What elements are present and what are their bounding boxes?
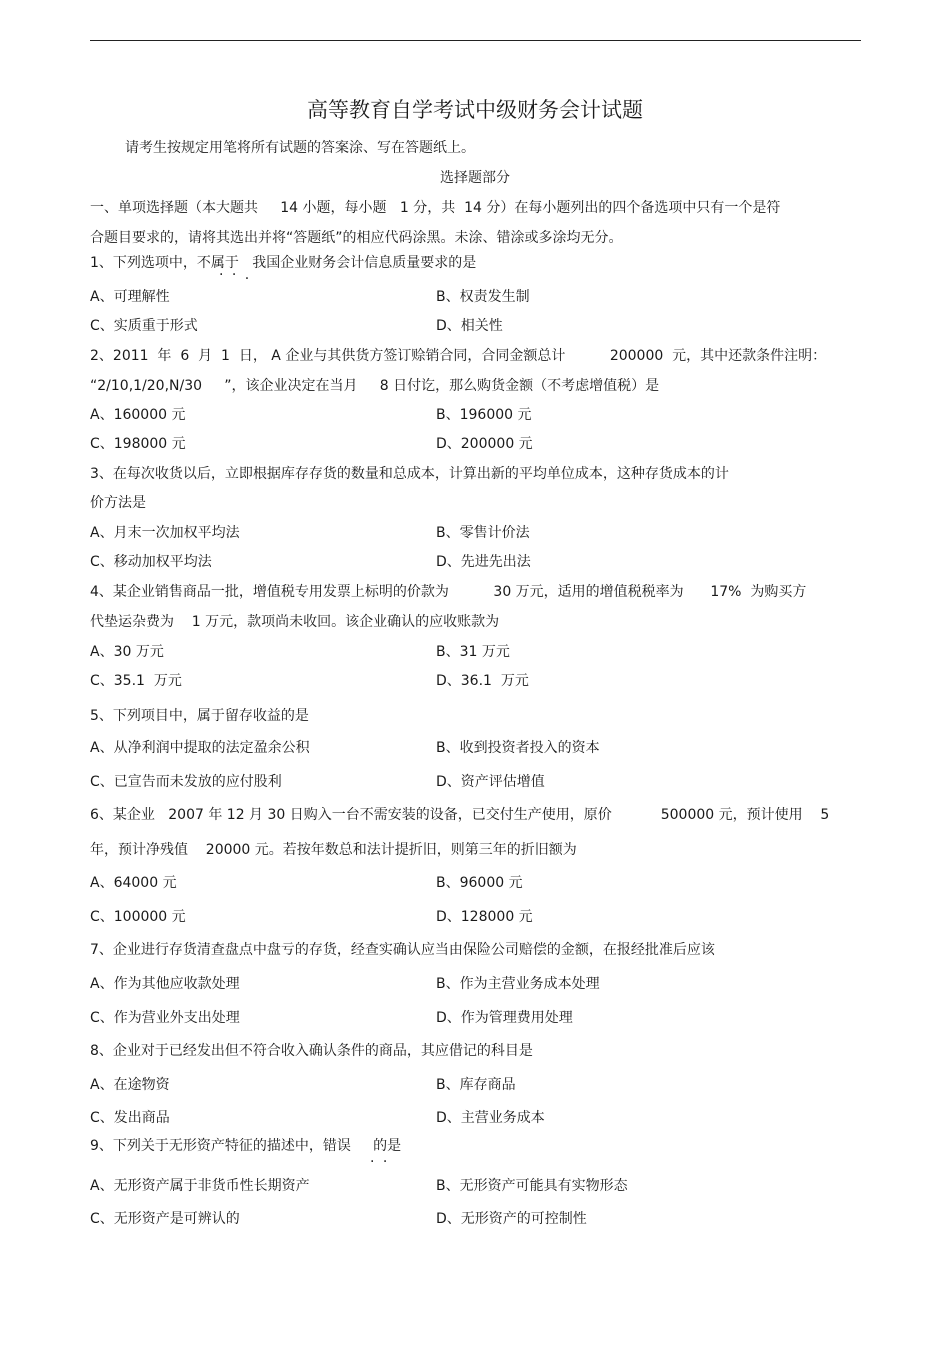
question-4-option-b: B、31 万元 [436, 644, 510, 660]
question-1-option-d: D、相关性 [436, 318, 503, 334]
question-7-option-a: A、作为其他应收款处理 [90, 976, 240, 992]
question-1-emphasis-marks: · · . [219, 267, 252, 283]
question-7-stem: 7、企业进行存货清查盘点中盘亏的存货，经查实确认应当由保险公司赔偿的金额，在报经批准后应该 [90, 942, 715, 958]
question-6-option-d: D、128000 元 [436, 909, 533, 925]
question-5-option-c: C、已宣告而未发放的应付股利 [90, 774, 282, 790]
question-6-option-a: A、64000 元 [90, 875, 177, 891]
question-4-option-c: C、35.1 万元 [90, 673, 182, 689]
question-7-option-c: C、作为营业外支出处理 [90, 1010, 240, 1026]
question-7-option-b: B、作为主营业务成本处理 [436, 976, 600, 992]
question-4-option-d: D、36.1 万元 [436, 673, 529, 689]
question-8-option-d: D、主营业务成本 [436, 1110, 545, 1126]
question-3-option-d: D、先进先出法 [436, 554, 531, 570]
question-3-stem-line1: 3、在每次收货以后，立即根据库存存货的数量和总成本，计算出新的平均单位成本，这种存货成本的计 [90, 466, 729, 482]
question-2-stem-line2: “2/10,1/20,N/30 ”，该企业决定在当月 8 日付讫，那么购货金额（不考虑增值税）是 [90, 378, 660, 394]
question-3-stem-line2: 价方法是 [90, 495, 146, 511]
question-9-option-c: C、无形资产是可辨认的 [90, 1211, 240, 1227]
question-1-option-c: C、实质重于形式 [90, 318, 198, 334]
question-3-option-b: B、零售计价法 [436, 525, 530, 541]
question-1-option-b: B、权责发生制 [436, 289, 530, 305]
question-9-emphasis-marks: . . [370, 1150, 390, 1166]
header-rule [90, 40, 861, 41]
question-6-stem-line2: 年，预计净残值 20000 元。若按年数总和法计提折旧，则第三年的折旧额为 [90, 842, 577, 858]
question-4-stem-line2: 代垫运杂费为 1 万元，款项尚未收回。该企业确认的应收账款为 [90, 614, 500, 630]
question-6-stem-line1: 6、某企业 2007 年 12 月 30 日购入一台不需安装的设备，已交付生产使用，原价 500000 元，预计使用 5 [90, 807, 830, 823]
question-4-stem-line1: 4、某企业销售商品一批，增值税专用发票上标明的价款为 30 万元，适用的增值税税率为 17% 为购买方 [90, 584, 807, 600]
question-2-option-a: A、160000 元 [90, 407, 186, 423]
question-5-option-d: D、资产评估增值 [436, 774, 545, 790]
question-9-option-b: B、无形资产可能具有实物形态 [436, 1178, 628, 1194]
question-2-option-c: C、198000 元 [90, 436, 186, 452]
question-2-option-b: B、196000 元 [436, 407, 532, 423]
question-8-option-a: A、在途物资 [90, 1077, 170, 1093]
question-7-option-d: D、作为管理费用处理 [436, 1010, 573, 1026]
question-3-option-a: A、月末一次加权平均法 [90, 525, 240, 541]
question-8-option-c: C、发出商品 [90, 1110, 170, 1126]
question-9-option-a: A、无形资产属于非货币性长期资产 [90, 1178, 310, 1194]
part1-instructions-line1: 一、单项选择题（本大题共 14 小题，每小题 1 分，共 14 分）在每小题列出的四个备选项中只有一个是符 [90, 200, 781, 216]
question-5-stem: 5、下列项目中，属于留存收益的是 [90, 708, 309, 724]
question-4-option-a: A、30 万元 [90, 644, 164, 660]
section-label: 选择题部分 [440, 170, 510, 186]
question-9-option-d: D、无形资产的可控制性 [436, 1211, 587, 1227]
question-5-option-a: A、从净利润中提取的法定盈余公积 [90, 740, 310, 756]
question-1-option-a: A、可理解性 [90, 289, 170, 305]
part1-instructions-line2: 合题目要求的，请将其选出并将“答题纸”的相应代码涂黑。未涂、错涂或多涂均无分。 [90, 230, 623, 246]
question-8-option-b: B、库存商品 [436, 1077, 516, 1093]
question-2-option-d: D、200000 元 [436, 436, 533, 452]
question-9-stem: 9、下列关于无形资产特征的描述中，错误 的是 [90, 1138, 402, 1154]
question-8-stem: 8、企业对于已经发出但不符合收入确认条件的商品，其应借记的科目是 [90, 1043, 533, 1059]
question-5-option-b: B、收到投资者投入的资本 [436, 740, 600, 756]
question-6-option-c: C、100000 元 [90, 909, 186, 925]
instruction-text: 请考生按规定用笔将所有试题的答案涂、写在答题纸上。 [125, 140, 475, 156]
question-1-stem: 1、下列选项中，不属于 我国企业财务会计信息质量要求的是 [90, 255, 477, 271]
question-3-option-c: C、移动加权平均法 [90, 554, 212, 570]
question-6-option-b: B、96000 元 [436, 875, 523, 891]
page-title: 高等教育自学考试中级财务会计试题 [307, 98, 643, 122]
question-2-stem-line1: 2、2011 年 6 月 1 日， A 企业与其供货方签订赊销合同，合同金额总计 200000 元，其中还款条件注明： [90, 348, 827, 364]
